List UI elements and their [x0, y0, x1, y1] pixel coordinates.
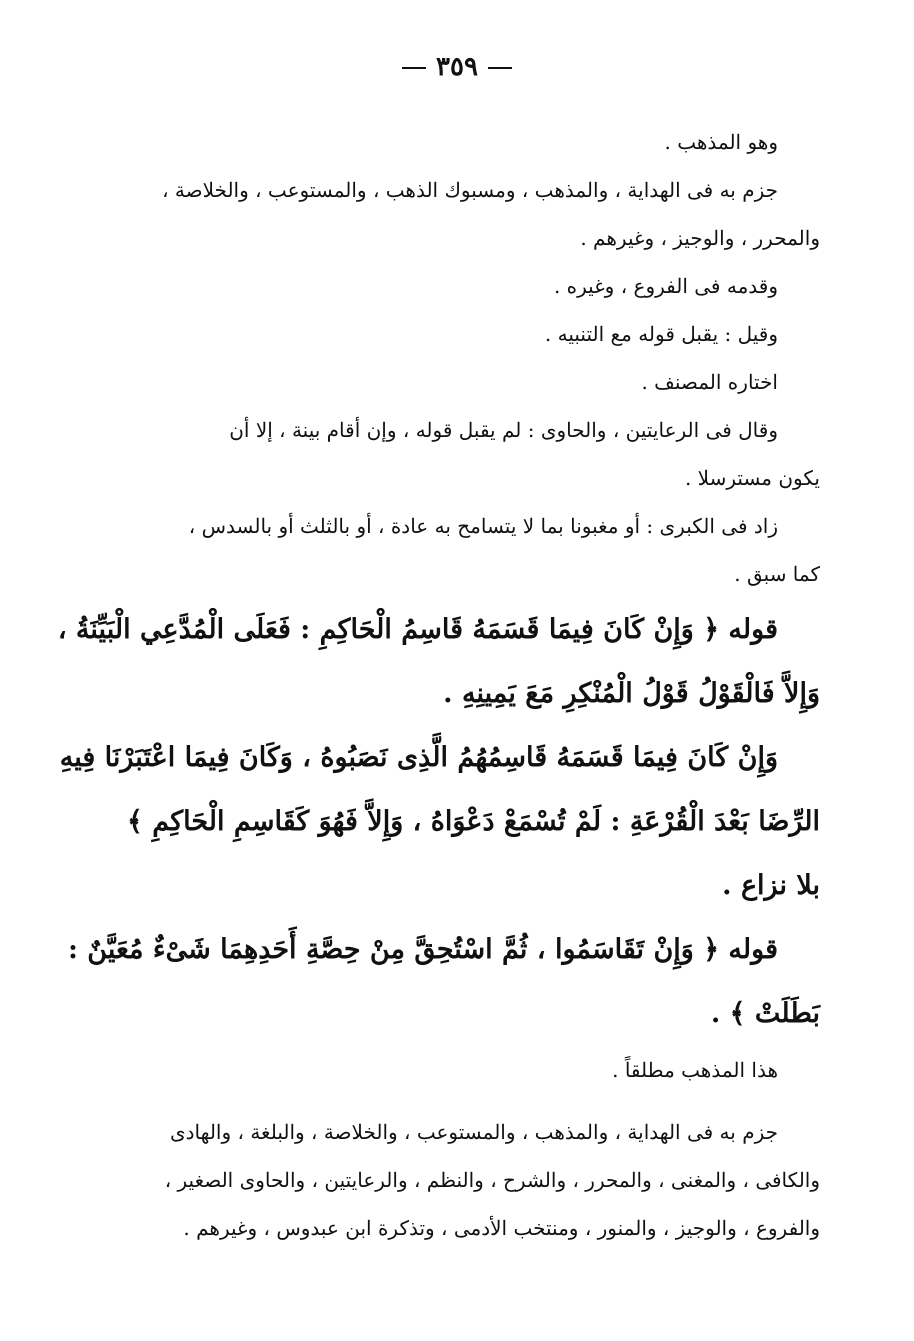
text-line: قوله ﴿ وَإِنْ كَانَ فِيمَا قَسَمَهُ قَاسِمُ الْحَاكِمِ : فَعَلَى الْمُدَّعِي الْبَيِّنَةُ ، [57, 614, 778, 645]
text-line: والمحرر ، والوجيز ، وغيرهم . [580, 226, 820, 250]
text-line: زاد فى الكبرى : أو مغبونا بما لا يتسامح به عادة ، أو بالثلث أو بالسدس ، [188, 514, 778, 538]
text-line: جزم به فى الهداية ، والمذهب ، ومسبوك الذهب ، والمستوعب ، والخلاصة ، [162, 178, 778, 202]
page-number-text: ٣٥٩ [436, 52, 478, 82]
text-line: وهو المذهب . [664, 130, 778, 154]
text-line: وَإِلاَّ فَالْقَوْلُ قَوْلُ الْمُنْكِرِ مَعَ يَمِينِهِ . [443, 678, 820, 709]
text-line: الرِّضَا بَعْدَ الْقُرْعَةِ : لَمْ تُسْمَعْ دَعْوَاهُ ، وَإِلاَّ فَهُوَ كَقَاسِمِ الْحَاكِمِ ﴾ [127, 806, 820, 837]
text-line: والفروع ، والوجيز ، والمنور ، ومنتخب الأدمى ، وتذكرة ابن عبدوس ، وغيرهم . [183, 1216, 820, 1240]
page-number-dash-right [488, 67, 512, 69]
page-number-dash-left [402, 67, 426, 69]
text-line: اختاره المصنف . [641, 370, 778, 394]
body-text [57, 118, 820, 1252]
text-line: وقدمه فى الفروع ، وغيره . [553, 274, 778, 298]
text-line: قوله ﴿ وَإِنْ تَقَاسَمُوا ، ثُمَّ اسْتُحِقَّ مِنْ حِصَّةِ أَحَدِهِمَا شَىْءٌ مُعَيَّنٌ : [67, 934, 778, 965]
text-line: وقيل : يقبل قوله مع التنبيه . [544, 322, 778, 346]
text-line: بَطَلَتْ ﴾ . [710, 998, 820, 1029]
text-line: وَإِنْ كَانَ فِيمَا قَسَمَهُ قَاسِمُهُمُ الَّذِى نَصَبُوهُ ، وَكَانَ فِيمَا اعْتَبَرْنَا فِيهِ [59, 742, 778, 773]
text-line: كما سبق . [734, 562, 820, 586]
text-line: هذا المذهب مطلقاً . [612, 1058, 778, 1082]
text-line: يكون مسترسلا . [684, 466, 820, 490]
text-line: جزم به فى الهداية ، والمذهب ، والمستوعب ، والخلاصة ، والبلغة ، والهادى [169, 1120, 778, 1144]
text-line: والكافى ، والمغنى ، والمحرر ، والشرح ، والنظم ، والرعايتين ، والحاوى الصغير ، [164, 1168, 820, 1192]
text-line: بلا نزاع . [722, 870, 820, 901]
page-number [0, 52, 914, 82]
text-line: وقال فى الرعايتين ، والحاوى : لم يقبل قوله ، وإن أقام بينة ، إلا أن [229, 418, 778, 442]
